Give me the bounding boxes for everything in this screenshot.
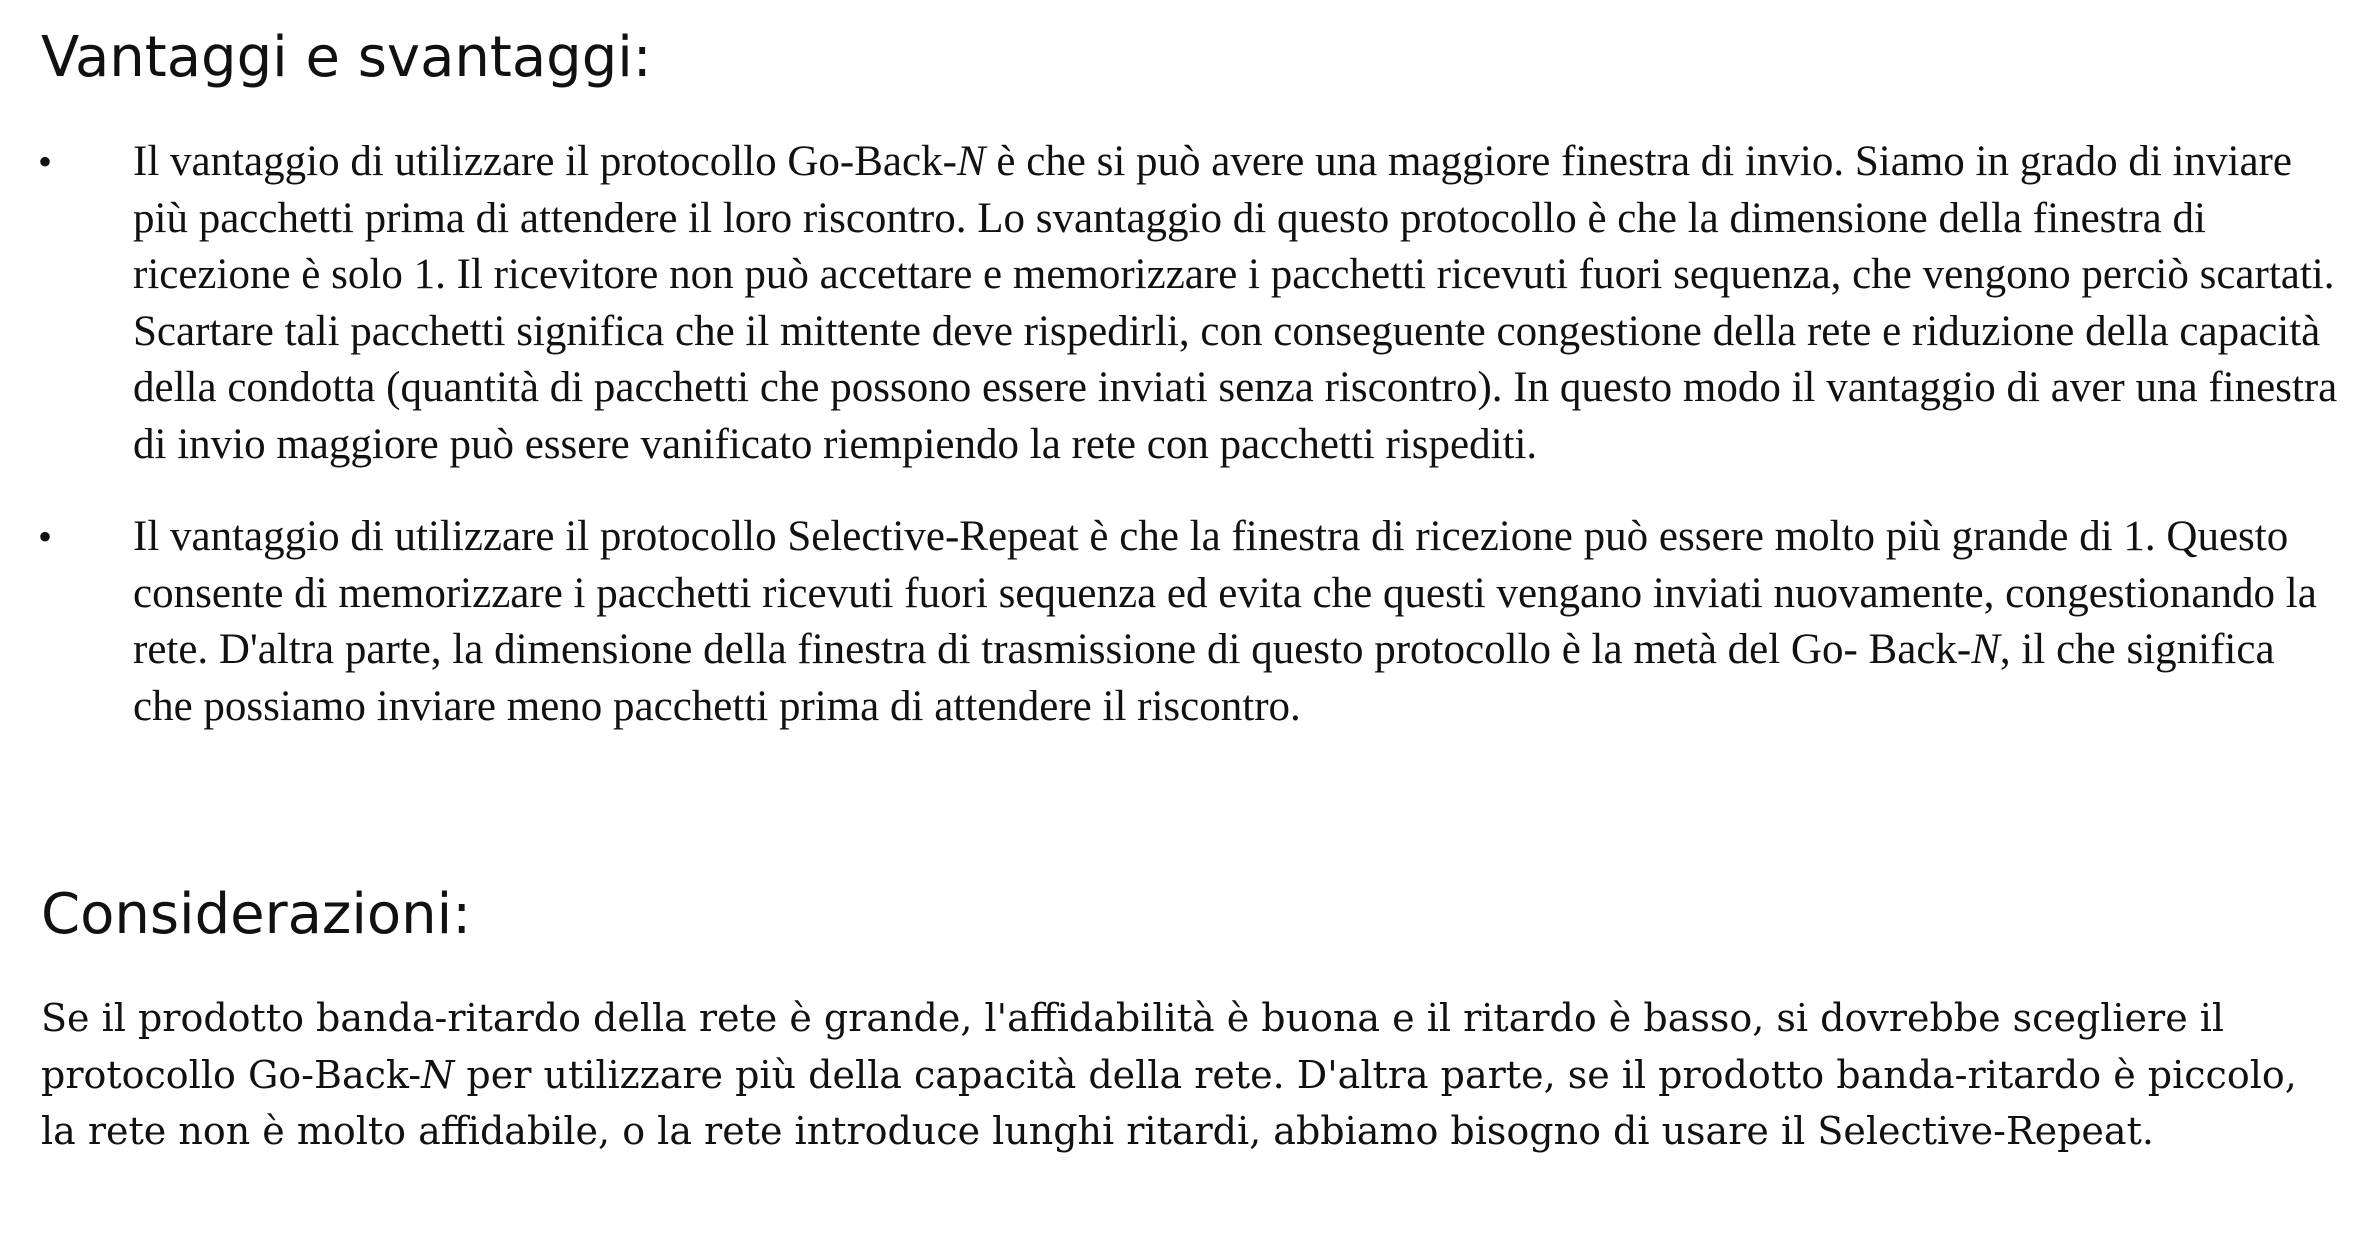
conclusion-paragraph <box>41 990 2341 1160</box>
heading-considerations: Considerazioni: <box>41 882 472 947</box>
italic-n: N <box>421 1052 455 1097</box>
text-segment: Il vantaggio di utilizzare il protocollo Go-Back- <box>133 138 957 185</box>
bullet-text-selective-repeat <box>133 509 2341 735</box>
bullet-text-go-back-n <box>133 134 2341 473</box>
text-segment: , il che significa che possiamo inviare meno pacchetti prima di attendere il riscontro. <box>133 626 2275 730</box>
text-segment: Il vantaggio di utilizzare il protocollo Selective-Repeat è che la finestra di ricezione può essere molto più grande di 1. Questo consente di memorizzare i pacchetti ricevuti fuori sequenza ed evita che questi vengano inviati nuovamente, congestionando la rete. D'altra parte, la dimensione della finestra di trasmissione di questo protocollo è la metà del Go- Back- <box>133 513 2317 673</box>
list-item-selective-repeat <box>0 509 2372 735</box>
bullet-icon: • <box>38 139 53 184</box>
italic-n: N <box>956 138 986 185</box>
text-segment: è che si può avere una maggiore finestra di invio. Siamo in grado di inviare più pacchetti prima di attendere il loro riscontro. Lo svantaggio di questo protocollo è che la dimensione della finestra di ricezione è solo 1. Il ricevitore non può accettare e memorizzare i pacchetti ricevuti fuori sequenza, che vengono perciò scartati. Scartare tali pacchetti significa che il mittente deve rispedirli, con conseguente congestione della rete e riduzione della capacità della condotta (quantità di pacchetti che possono essere inviati senza riscontro). In questo modo il vantaggio di aver una finestra di invio maggiore può essere vanificato riempiendo la rete con pacchetti rispediti. <box>133 138 2338 468</box>
bullet-icon: • <box>38 514 53 559</box>
italic-n: N <box>1971 626 2000 673</box>
pros-cons-list <box>0 134 2372 735</box>
list-item-go-back-n <box>0 134 2372 473</box>
text-segment: per utilizzare più della capacità della rete. D'altra parte, se il prodotto banda-ritardo è piccolo, la rete non è molto affidabile, o la rete introduce lunghi ritardi, abbiamo bisogno di usare il Selective-Repeat. <box>41 1052 2297 1153</box>
heading-pros-cons: Vantaggi e svantaggi: <box>41 25 652 90</box>
text-segment: Se il prodotto banda-ritardo della rete è grande, l'affidabilità è buona e il ritardo è basso, si dovrebbe scegliere il protocollo Go-Back- <box>41 996 2225 1097</box>
